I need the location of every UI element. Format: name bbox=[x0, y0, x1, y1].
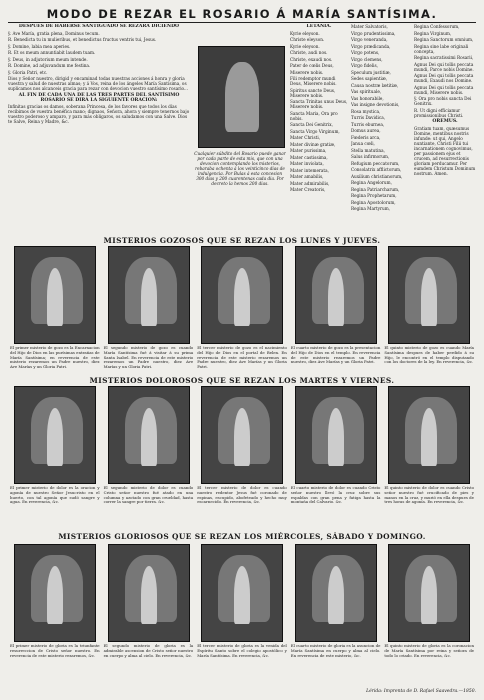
litany-line: Turris eburnea, bbox=[351, 121, 385, 127]
opening-line: ÿ. Ave María, gratia plena, Dominus tecum. bbox=[8, 30, 100, 36]
litany-lines-2 bbox=[351, 24, 411, 211]
opening-line: R. Et os meum annuntiabit laudem tuam. bbox=[8, 50, 96, 55]
engraving-figure bbox=[234, 408, 250, 466]
mystery-caption: El tercer misterio de dolor es cuando nuestro redentor Jesus fué coronado de espinas, escupido, abofeteado y hecho muy escarnecido. En reverencia, &c. bbox=[197, 485, 287, 505]
mystery-caption: El segundo misterio de dolor es cuando Cristo señor nuestro fué atado en una columna y azotado con gran crueldad, hasta correr la sangre por tierra. &c. bbox=[103, 485, 194, 505]
litany-line: Salus infirmorum, bbox=[351, 154, 390, 159]
litany-line: Fœderis arca, bbox=[351, 134, 381, 140]
engraving-figure bbox=[141, 268, 157, 326]
engraving-figure bbox=[141, 408, 157, 466]
oremus-text: Gratiam tuam, quæsumus Domine, mentibus nostris infunde: ut qui, Angelo nuntiante, Christi Filii tui incarnationem cognovimus, per passionem ejus et crucem, ad resurrectionis gloriam perducamur. Per eumdem Christum Dominum nostrum. Amen. bbox=[414, 125, 476, 176]
litany-line: Mater purissima, bbox=[290, 148, 327, 153]
engraving-figure bbox=[234, 566, 250, 624]
prayer-section bbox=[8, 24, 476, 234]
opening-prayers-column bbox=[8, 24, 190, 234]
litany-line: Mater Christi, bbox=[290, 135, 321, 140]
litany-line: Regina sacratissimi Rosarii, bbox=[414, 55, 474, 60]
engraving-figure bbox=[421, 566, 437, 624]
closing-prayer-text: Infinitas gracias os damos, soberana Princesa, de los favores que todos los días recibimos de vuestra benéfica mano; dignaos, Señora, ahora y siempre tenernos bajo vuestro poderoso y amparo, y para más obligaros, os saludamos con una Salve. Dios te Salve, Reina y Madre, &c. bbox=[8, 104, 190, 124]
opening-line: R. Benedicta tu in mulieribus, et benedictus fructus ventris tui, Jesus. bbox=[8, 37, 157, 42]
glorious-mysteries-row bbox=[8, 544, 476, 672]
litany-line: Kyrie eleyson. bbox=[290, 43, 320, 49]
virgin-figure-shape bbox=[225, 62, 259, 132]
mystery-engraving-image bbox=[14, 246, 96, 344]
litany-line: Virgo prædicanda, bbox=[351, 43, 391, 49]
litany-line: Mater inviolata, bbox=[290, 161, 324, 166]
glorious-mystery-4 bbox=[289, 544, 383, 672]
litany-line: Regina Prophetarum, bbox=[351, 193, 397, 198]
joyful-mysteries-row bbox=[8, 246, 476, 374]
litany-line: Consolatrix afflictorum, bbox=[351, 167, 402, 172]
litany-line: Sancta Trinitas unus Deus, Miserere nobis. bbox=[290, 99, 348, 109]
litany-line: Mater intemerata, bbox=[290, 167, 329, 173]
litany-line: Janua cœli, bbox=[351, 141, 375, 146]
litany-line: Regina Virginum, bbox=[414, 30, 452, 36]
glorious-mystery-2 bbox=[102, 544, 196, 672]
engraving-figure bbox=[47, 408, 63, 466]
glorious-mystery-5 bbox=[382, 544, 476, 672]
mystery-engraving-image bbox=[14, 544, 96, 642]
sorrowful-mystery-5 bbox=[382, 386, 476, 514]
mystery-caption: El primer misterio de dolor es la oracion y agonía de nuestro Señor Jesucristo en el huerto, con tal agonía que sudó sangre y agua. En reverencia, &c. bbox=[10, 485, 100, 505]
mystery-engraving-image bbox=[295, 246, 377, 344]
mystery-engraving-image bbox=[201, 544, 283, 642]
virgin-engraving-image bbox=[198, 46, 285, 148]
mystery-caption: El primer misterio de gloria es la triunfante resurreccion de Cristo señor nuestro. En reverencia de este misterio rezaremos, &c. bbox=[10, 643, 100, 658]
litany-line: Christe, exaudi nos. bbox=[290, 56, 333, 62]
litany-line: ÿ. Ora pro nobis sancta Dei Genitrix. bbox=[414, 96, 472, 106]
mystery-engraving-image bbox=[295, 544, 377, 642]
litany-line: Kyrie eleyson. bbox=[290, 30, 320, 36]
printer-imprint: Lérida: Imprenta de D. Rafael Saavedra.—1850. bbox=[366, 689, 476, 694]
glorious-mysteries-title: MISTERIOS GLORIOSOS QUE SE REZAN LOS MIÉRCOLES, SÁBADO Y DOMINGO. bbox=[58, 532, 426, 541]
litany-line: Regina Apostolorum, bbox=[351, 199, 396, 205]
mystery-caption: El cuarto misterio de dolor es cuando Cristo señor nuestro llevó la cruz sobre sus espaldas con gran pena y fatiga hasta la montaña del Calvario. &c. bbox=[290, 485, 381, 505]
mystery-caption: El quinto misterio de gloria es la coronacion de María Santísima por reina y señora de todo lo criado. En reverencia, &c. bbox=[384, 643, 474, 658]
litany-column-3 bbox=[414, 24, 476, 234]
litany-line: Causa nostræ lætitiæ, bbox=[351, 82, 399, 88]
joyful-mystery-1 bbox=[8, 246, 102, 374]
litany-line: Sedes sapientiæ, bbox=[351, 76, 388, 81]
engraving-figure bbox=[421, 408, 437, 466]
engraving-figure bbox=[421, 268, 437, 326]
engraving-figure bbox=[328, 268, 344, 326]
mystery-caption: El segundo misterio de gozo es cuando María Santísima fué á visitar á su prima Santa Isabel. En reverencia de este misterio rezaremos un Padre nuestro, diez Ave Marías y un Gloria Patri. bbox=[103, 345, 194, 370]
litany-line: Regina Confessorum, bbox=[414, 24, 460, 29]
sorrowful-mystery-2 bbox=[102, 386, 196, 514]
litany-line: Sancta Maria, Ora pro nobis. bbox=[290, 110, 338, 121]
litany-line: Regina Angelorum, bbox=[351, 180, 392, 185]
litany-line: Regina sine labe originali concepta, bbox=[414, 43, 469, 54]
litany-line: Auxilium christianorum, bbox=[351, 173, 403, 179]
litany-line: Virgo veneranda, bbox=[351, 37, 388, 42]
opening-line: R. Domine, ad adjuvandum me festina. bbox=[8, 63, 91, 68]
closing-prayer-header: AL FIN DE CADA UNA DE LAS TRES PARTES DEL SANTÍSIMO ROSARIO SE DIRÁ LA SIGUIENTE ORACION: bbox=[18, 92, 180, 103]
mystery-engraving-image bbox=[201, 246, 283, 344]
oremus-header: OREMUS. bbox=[432, 119, 458, 124]
litany-line: Virgo potens, bbox=[351, 50, 380, 55]
litany-line: Mater castissima, bbox=[290, 154, 328, 160]
litany-line: Virgo clemens, bbox=[351, 56, 383, 62]
litany-lines-3 bbox=[414, 24, 476, 118]
litany-line: Agnus Dei qui tollis peccata mundi, Miserere nobis. bbox=[414, 84, 474, 95]
litany-line: Stella matutina, bbox=[351, 147, 385, 153]
litany-line: Mater divinæ gratiæ, bbox=[290, 141, 336, 147]
litany-line: Turris Davidica, bbox=[351, 115, 386, 120]
litany-line: Miserere nobis. bbox=[290, 69, 324, 75]
litany-column-2 bbox=[351, 24, 411, 234]
litany-line: Pater de cœlis Deus, bbox=[290, 63, 334, 68]
litany-line: Sancta Dei Genitrix, bbox=[290, 122, 333, 127]
mystery-engraving-image bbox=[388, 246, 470, 344]
engraving-figure bbox=[47, 566, 63, 624]
opening-line: ÿ. Deus, in adjutorium meum intende. bbox=[8, 56, 88, 62]
engraving-figure bbox=[328, 566, 344, 624]
litany-line: Christe eleyson. bbox=[290, 37, 325, 42]
mystery-engraving-image bbox=[388, 544, 470, 642]
litany-line: Vas honorabile, bbox=[351, 95, 384, 101]
litany-line: Regina Martyrum, bbox=[351, 206, 391, 211]
mystery-engraving-image bbox=[108, 544, 190, 642]
litany-line: Regina Patriarcharum, bbox=[351, 186, 400, 192]
mystery-engraving-image bbox=[14, 386, 96, 484]
mystery-caption: El primer misterio de gozo es la Encarnacion del Hijo de Dios en las purísimas entrañas de María Santísima; en reverencia de este misterio rezaremos un Padre nuestro, diez Ave Marías y un Gloria Patri. bbox=[10, 345, 100, 370]
sorrowful-mystery-1 bbox=[8, 386, 102, 514]
joyful-mystery-2 bbox=[102, 246, 196, 374]
mystery-caption: El tercer misterio de gozo es el nacimiento del Hijo de Dios en el portal de Belen. En reverencia de este misterio rezaremos un Padre nuestro, diez Ave Marías y un Gloria Patri. bbox=[197, 345, 287, 370]
litany-line: Domus aurea, bbox=[351, 128, 381, 133]
sorrowful-mystery-4 bbox=[289, 386, 383, 514]
litany-column-1 bbox=[290, 24, 348, 234]
opening-line: ÿ. Gloria Patri, etc. bbox=[8, 69, 48, 75]
engraving-figure bbox=[328, 408, 344, 466]
joyful-mysteries-title: MISTERIOS GOZOSOS QUE SE REZAN LOS LUNES Y JUEVES. bbox=[103, 236, 381, 245]
litany-line: Vas insigne devotionis, bbox=[351, 102, 400, 107]
mystery-caption: El cuarto misterio de gloria es la asuncion de María Santísima en cuerpo y alma al cielo. En reverencia de este misterio, &c. bbox=[290, 643, 381, 658]
litany-line: Virgo fidelis, bbox=[351, 63, 378, 68]
engraving-figure bbox=[234, 268, 250, 326]
litany-line: Mater Salvatoris, bbox=[351, 24, 388, 29]
mystery-engraving-image bbox=[388, 386, 470, 484]
litany-line: Vas spirituale, bbox=[351, 89, 382, 94]
litany-line: Refugium peccatorum, bbox=[351, 160, 400, 166]
opening-line: ÿ. Domine, labia mea aperies. bbox=[8, 43, 71, 49]
litany-lines-1 bbox=[290, 31, 348, 193]
joyful-mystery-4 bbox=[289, 246, 383, 374]
joyful-mystery-3 bbox=[195, 246, 289, 374]
opening-paragraph: Dios y Señor nuestro, dirigid y encaminad todas nuestras acciones á honra y gloria vuestra y salud de nuestras almas; y á Vos, reina de los ángeles María Santísima, os suplicamos nos alcanceis gracia para rezar con devocion vuestro santísimo rosario... bbox=[8, 76, 188, 91]
opening-header: DESPUES DE HABERSE SANTIGUADO SE REZARÁ DICIENDO bbox=[18, 24, 180, 29]
litany-line: Sancta Virgo Virginum, bbox=[290, 128, 340, 134]
engraving-figure bbox=[47, 268, 63, 326]
glorious-mystery-3 bbox=[195, 544, 289, 672]
litany-line: Mater amabilis, bbox=[290, 174, 324, 179]
litany-header: LETANIA. bbox=[306, 24, 332, 29]
litany-line: Mater admirabilis, bbox=[290, 180, 330, 186]
sorrowful-mysteries-title: MISTERIOS DOLOROSOS QUE SE REZAN LOS MARTES Y VIERNES. bbox=[89, 376, 395, 385]
litany-line: Agnus Dei qui tollis peccata mundi, Exaudi nos Domine. bbox=[414, 73, 474, 83]
mystery-caption: El quinto misterio de dolor es cuando Cristo señor nuestro fué crucificado de pies y manos en la cruz, y murió en ella despues de tres horas de agonía. En reverencia, &c. bbox=[384, 485, 474, 505]
litany-line: Rosa mystica, bbox=[351, 108, 381, 114]
sorrowful-mysteries-row bbox=[8, 386, 476, 514]
page-title: MODO DE REZAR EL ROSARIO Á MARÍA SANTÍSIMA. bbox=[8, 6, 476, 23]
mystery-engraving-image bbox=[201, 386, 283, 484]
engraving-figure bbox=[141, 566, 157, 624]
mystery-caption: El quinto misterio de gozo es cuando María Santísima despues de haber perdido á su Hijo, le encontró en el templo disputando con los doctores de la ley. En reverencia, &c. bbox=[384, 345, 474, 365]
litany-line: Virgo prudentissima, bbox=[351, 30, 396, 36]
mystery-caption: El segundo misterio de gloria es la admirable ascension de Cristo señor nuestro en cuerpo y alma al cielo. En reverencia, &c. bbox=[103, 643, 194, 658]
litany-line: Christe, audi nos. bbox=[290, 50, 328, 55]
mystery-caption: El tercer misterio de gloria es la venida del Espíritu Santo sobre el colegio apostólico y María Santísima. En reverencia, &c. bbox=[197, 643, 287, 658]
joyful-mystery-5 bbox=[382, 246, 476, 374]
glorious-mystery-1 bbox=[8, 544, 102, 672]
litany-line: R. Ut digni efficiamur promissionibus Christi. bbox=[414, 107, 464, 118]
litany-line: Speculum justitiæ, bbox=[351, 69, 391, 75]
litany-line: Regina Sanctorum omnium, bbox=[414, 37, 474, 42]
broadsheet bbox=[8, 6, 476, 694]
indulgence-caption: Cualquier súbdito del Rosario puede ganar por cada parte de esta mis, que con una devocion contemplando los misterios, rebaraba ochenta á los veinticinco dias de indulgencia. Por Bulas á esta concesion 300 días y 200 cuarentenas cada dia. Por decreto la hemos 200 dias. bbox=[194, 151, 286, 186]
mystery-engraving-image bbox=[295, 386, 377, 484]
sorrowful-mystery-3 bbox=[195, 386, 289, 514]
litany-line: Agnus Dei qui tollis peccata mundi, Parce nobis Domine. bbox=[414, 61, 474, 72]
litany-line: Spiritus sancte Deus, Miserere nobis. bbox=[290, 87, 336, 98]
mystery-caption: El cuarto misterio de gozo es la presentacion del Hijo de Dios en el templo. En reverencia de este misterio rezaremos un Padre nuestro, diez Ave Marías y un Gloria Patri. bbox=[290, 345, 381, 365]
mystery-engraving-image bbox=[108, 386, 190, 484]
litany-line: Mater Creatoris, bbox=[290, 187, 326, 192]
litany-line: Fili redemptor mundi Deus, Miserere nobis. bbox=[290, 76, 337, 86]
mystery-engraving-image bbox=[108, 246, 190, 344]
